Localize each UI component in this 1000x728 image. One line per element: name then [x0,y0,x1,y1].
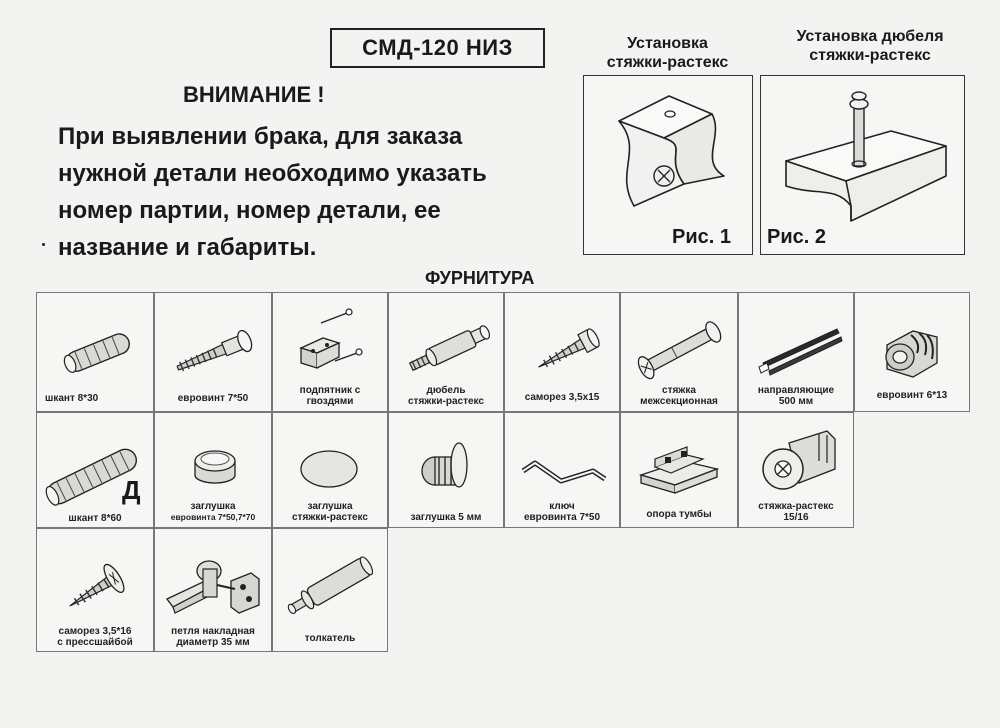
label-line: евровинт 7*50 [177,393,249,404]
label-line: подпятник с [299,385,361,396]
hardware-cell-hex-key [504,412,620,528]
hardware-cell-guides-500 [738,292,854,412]
model-title: СМД-120 НИЗ [330,28,545,68]
hardware-label [155,626,271,648]
label-line: с прессшайбой [57,637,133,648]
overlay-hinge-icon [155,529,273,624]
figure-2-caption [770,27,970,65]
hardware-cell-support-nails [272,292,388,412]
rastex-cap-icon [273,413,389,498]
hardware-cell-sectional-tie [620,292,738,412]
hardware-label [389,512,503,523]
notice-text [58,118,578,266]
label-line: шкант 8*60 [68,513,122,524]
hardware-cell-euroscrew-7x50 [154,292,272,412]
notice-line: При выявлении брака, для заказа [58,123,463,150]
label-line: опора тумбы [646,509,712,520]
hardware-label [621,385,737,407]
label-line: евровинт 6*13 [876,390,948,401]
stray-dot [42,243,45,246]
push-latch-icon [273,529,389,624]
figure-caption-line: Установка дюбеля [796,28,944,45]
hardware-label [621,509,737,520]
screw-icon [505,293,621,388]
hardware-label [273,385,387,407]
rastex-cam-icon [739,413,855,498]
hardware-cell-cap-5mm [388,412,504,528]
figure-1 [583,75,753,255]
label-line: 500 мм [778,396,814,407]
label-line: заглушка [190,501,236,512]
hardware-label [37,513,153,524]
label-line: стяжка-растекс [758,501,834,512]
cap-5mm-icon [389,413,505,498]
figure-caption-line: Установка [627,35,708,52]
hardware-label [389,385,503,407]
hex-key-icon [505,413,621,498]
notice-line: номер партии, номер детали, ее [58,197,441,224]
euroscrew-cap-icon [155,413,273,498]
euroscrew-icon [155,293,273,393]
label-line: саморез 3,5*16 [58,626,132,637]
hardware-cell-rastex-cap [272,412,388,528]
label-line: толкатель [304,633,356,644]
hardware-cell-dowel-8x60 [36,412,154,528]
figure-2-label: Рис. 2 [767,226,826,248]
label-line: гвоздями [306,396,354,407]
support-with-nails-icon [273,293,389,388]
hardware-cell-overlay-hinge [154,528,272,652]
screw-with-washer-icon [37,529,155,624]
hardware-label [855,390,969,401]
hardware-label [739,385,853,407]
label-line: евровинта 7*50,7*70 [170,512,256,522]
cabinet-support-icon [621,413,739,498]
hardware-label [505,501,619,523]
label-line: 15/16 [783,512,809,523]
hardware-title: ФУРНИТУРА [425,268,535,288]
hardware-label [37,626,153,648]
hardware-cell-rastex-dowel [388,292,504,412]
dowel-icon [37,293,155,393]
notice-line: название и габариты. [58,234,317,261]
hardware-label [155,393,271,404]
figure-1-caption [590,34,745,72]
hardware-cell-euroscrew-cap [154,412,272,528]
guides-icon [739,293,855,388]
hardware-cell-dowel-8x30 [36,292,154,412]
attention-heading: ВНИМАНИЕ ! [183,82,325,107]
hardware-label [505,392,619,403]
figure-caption-line: стяжки-растекс [809,47,931,64]
label-line: межсекционная [640,396,718,407]
label-line: стяжка [662,385,696,396]
label-line: дюбель [426,385,466,396]
label-line: ключ [549,501,575,512]
hardware-label [273,501,387,523]
hardware-label [739,501,853,523]
hardware-cell-screw-washer [36,528,154,652]
hardware-cell-screw-3-5x15 [504,292,620,412]
hardware-label [273,633,387,644]
figure-1-label: Рис. 1 [672,226,731,248]
label-line: стяжки-растекс [408,396,484,407]
label-line: диаметр 35 мм [176,637,250,648]
label-line: заглушка [307,501,353,512]
label-line: евровинта 7*50 [523,512,601,523]
defect-mark: Д [122,475,141,505]
hardware-cell-cabinet-support [620,412,738,528]
hardware-label [37,393,153,404]
rastex-dowel-icon [389,293,505,388]
hardware-cell-euroscrew-6x13 [854,292,970,412]
label-line: направляющие [757,385,835,396]
insert-nut-icon [855,293,971,388]
hardware-cell-rastex-15-16 [738,412,854,528]
label-line: петля накладная [171,626,255,637]
label-line: заглушка 5 мм [410,512,482,523]
hardware-label [155,501,271,523]
hardware-cell-pusher [272,528,388,652]
figure-caption-line: стяжки-растекс [606,54,729,71]
label-line: саморез 3,5х15 [524,392,600,403]
label-line: стяжки-растекс [292,512,368,523]
figure-2 [760,75,965,255]
label-line: шкант 8*30 [45,393,99,404]
sectional-tie-icon [621,293,739,388]
notice-line: нужной детали необходимо указать [58,160,487,187]
